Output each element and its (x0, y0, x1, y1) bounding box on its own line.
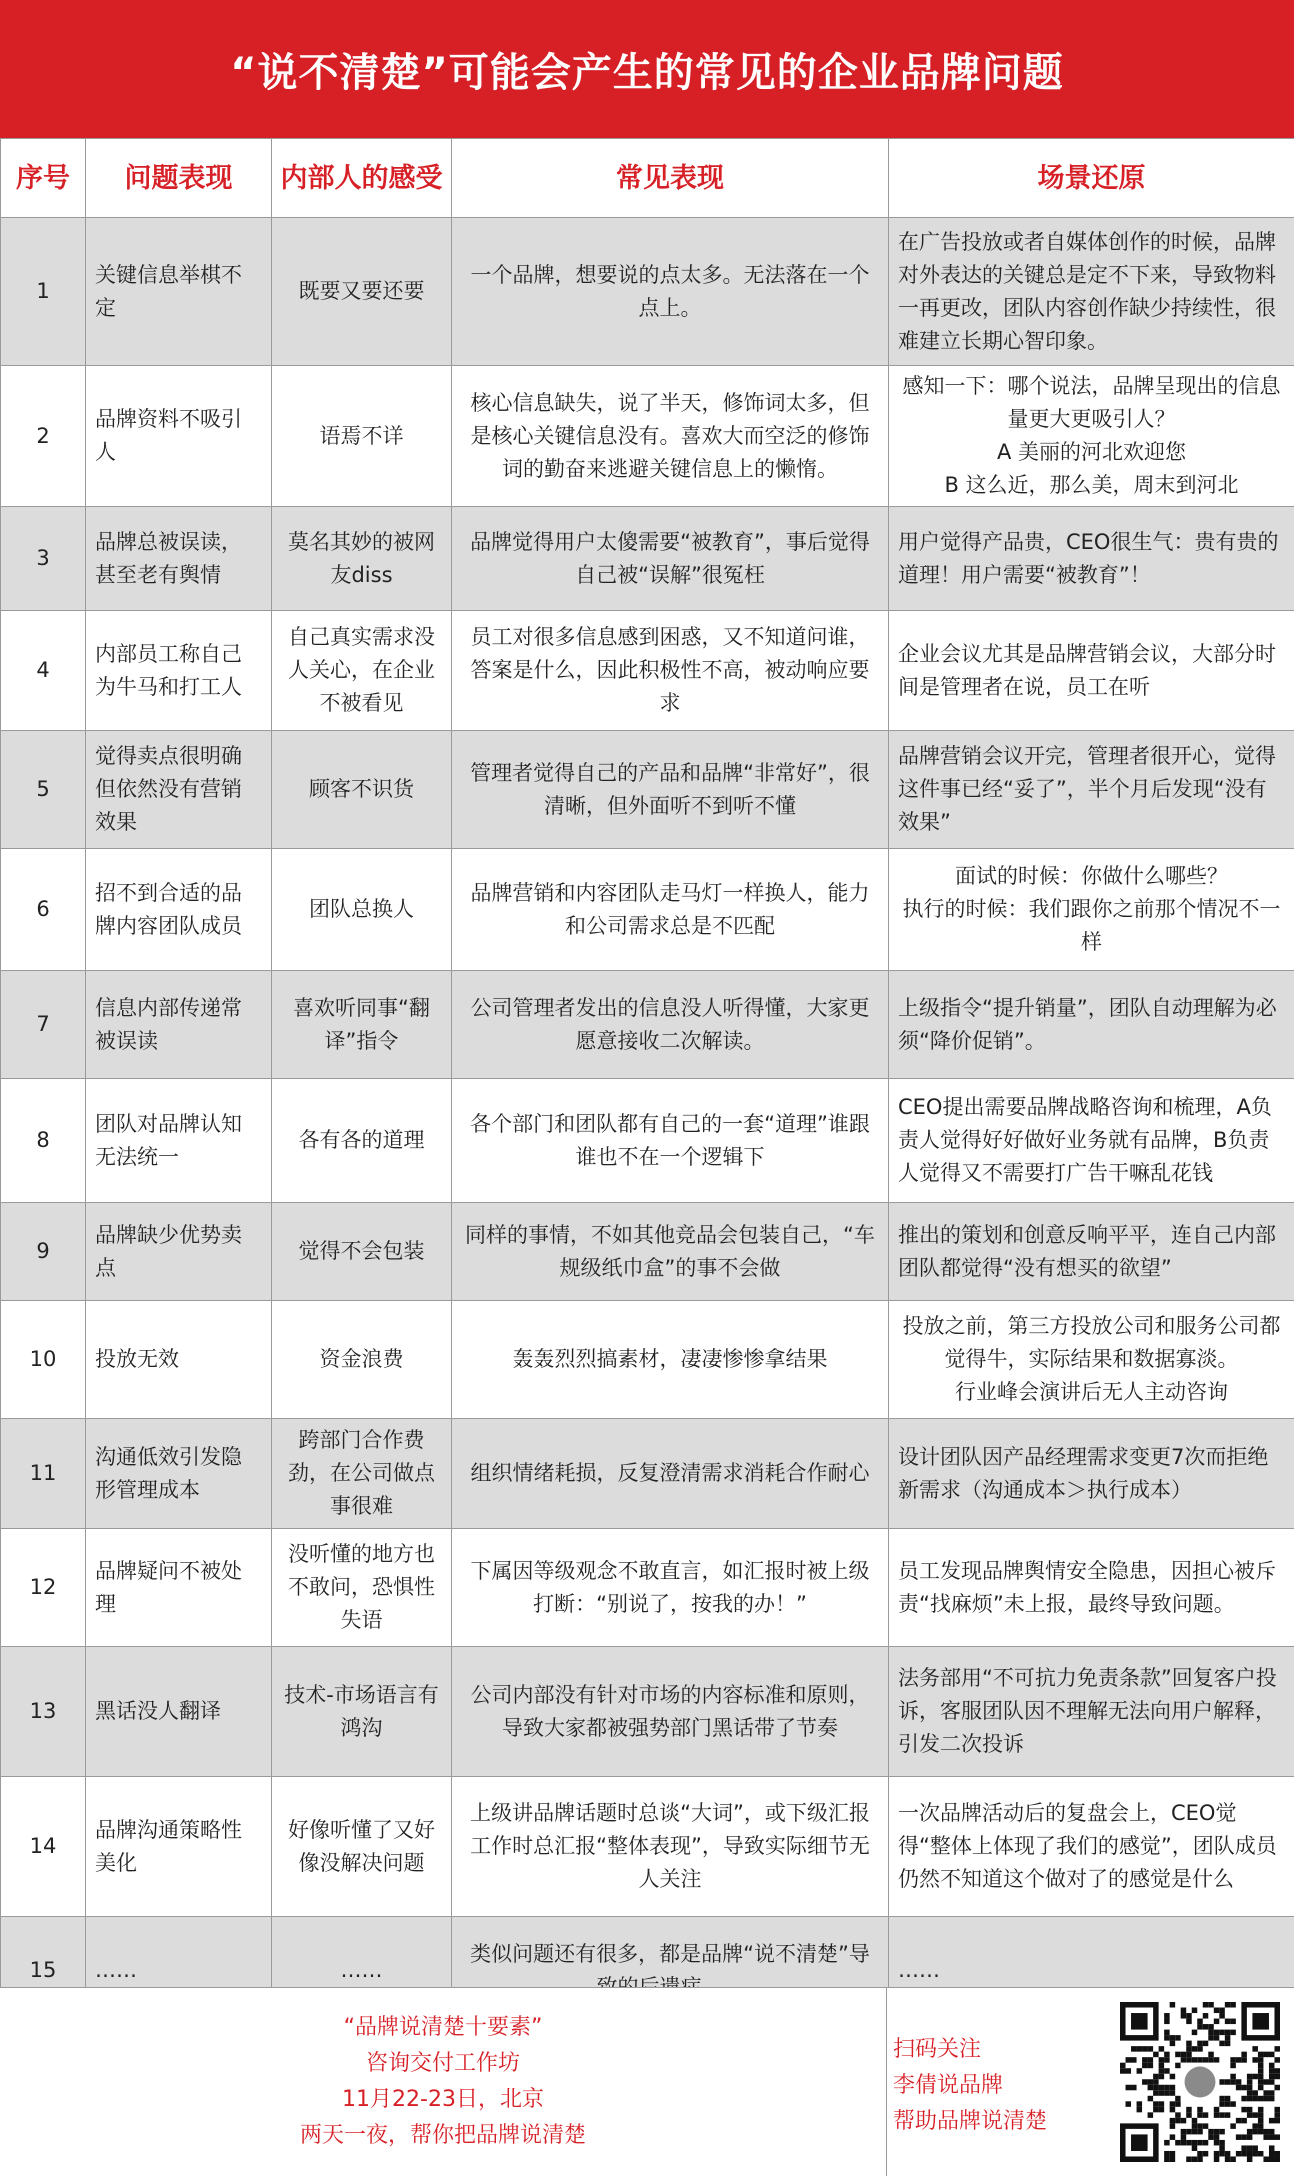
row-common: 员工对很多信息感到困惑，又不知道问谁，答案是什么，因此积极性不高，被动响应要求 (452, 611, 889, 731)
row-feeling: 喜欢听同事“翻译”指令 (272, 971, 452, 1079)
promo-line: “品牌说清楚十要素” (0, 2010, 886, 2046)
row-feeling: 莫名其妙的被网友diss (272, 507, 452, 611)
table-row (1, 1777, 1294, 1917)
follow-line: 李倩说品牌 (893, 2068, 1047, 2104)
row-number: 13 (1, 1647, 86, 1777)
row-scene: 推出的策划和创意反响平平，连自己内部团队都觉得“没有想买的欲望” (889, 1203, 1294, 1301)
row-number: 11 (1, 1419, 86, 1529)
row-scene: 用户觉得产品贵，CEO很生气：贵有贵的道理！用户需要“被教育”！ (889, 507, 1294, 611)
row-common: 上级讲品牌话题时总谈“大词”，或下级汇报工作时总汇报“整体表现”，导致实际细节无人关注 (452, 1777, 889, 1917)
row-feeling: 语焉不详 (272, 366, 452, 507)
row-number: 8 (1, 1079, 86, 1203)
page-title: “说不清楚”可能会产生的常见的企业品牌问题 (0, 0, 1294, 138)
row-problem: 觉得卖点很明确但依然没有营销效果 (86, 731, 272, 849)
table-header-row (1, 139, 1294, 218)
row-number: 14 (1, 1777, 86, 1917)
row-problem: 品牌沟通策略性美化 (86, 1777, 272, 1917)
row-feeling: 顾客不识货 (272, 731, 452, 849)
row-scene: 一次品牌活动后的复盘会上，CEO觉得“整体上体现了我们的感觉”，团队成员仍然不知道这个做对了的感觉是什么 (889, 1777, 1294, 1917)
table-row (1, 1529, 1294, 1647)
header-scene: 场景还原 (889, 139, 1294, 218)
row-problem: …… (86, 1917, 272, 2025)
promo-line: 11月22-23日，北京 (0, 2082, 886, 2118)
row-scene: CEO提出需要品牌战略咨询和梳理，A负责人觉得好好做好业务就有品牌，B负责人觉得又不需要打广告干嘛乱花钱 (889, 1079, 1294, 1203)
table-row (1, 1203, 1294, 1301)
row-number: 7 (1, 971, 86, 1079)
problem-table (0, 138, 1294, 2025)
row-common: 管理者觉得自己的产品和品牌“非常好”，很清晰，但外面听不到听不懂 (452, 731, 889, 849)
table-body (1, 218, 1294, 2025)
row-common: 核心信息缺失，说了半天，修饰词太多，但是核心关键信息没有。喜欢大而空泛的修饰词的勤奋来逃避关键信息上的懒惰。 (452, 366, 889, 507)
row-feeling: 好像听懂了又好像没解决问题 (272, 1777, 452, 1917)
row-common: 下属因等级观念不敢直言，如汇报时被上级打断：“别说了，按我的办！” (452, 1529, 889, 1647)
row-number: 9 (1, 1203, 86, 1301)
row-scene: 企业会议尤其是品牌营销会议，大部分时间是管理者在说，员工在听 (889, 611, 1294, 731)
table-row (1, 611, 1294, 731)
footer-divider (886, 1988, 887, 2176)
row-number: 10 (1, 1301, 86, 1419)
row-scene: 员工发现品牌舆情安全隐患，因担心被斥责“找麻烦”未上报，最终导致问题。 (889, 1529, 1294, 1647)
row-problem: 招不到合适的品牌内容团队成员 (86, 849, 272, 971)
row-common: 轰轰烈烈搞素材，凄凄惨惨拿结果 (452, 1301, 889, 1419)
table-row (1, 1301, 1294, 1419)
row-feeling: 各有各的道理 (272, 1079, 452, 1203)
table-row (1, 731, 1294, 849)
row-scene: 面试的时候：你做什么哪些？ 执行的时候：我们跟你之前那个情况不一样 (889, 849, 1294, 971)
workshop-promo (0, 2010, 886, 2154)
row-common: 公司管理者发出的信息没人听得懂，大家更愿意接收二次解读。 (452, 971, 889, 1079)
row-feeling: 资金浪费 (272, 1301, 452, 1419)
row-common: 品牌觉得用户太傻需要“被教育”，事后觉得自己被“误解”很冤枉 (452, 507, 889, 611)
row-problem: 投放无效 (86, 1301, 272, 1419)
follow-line: 帮助品牌说清楚 (893, 2104, 1047, 2140)
row-scene: 品牌营销会议开完，管理者很开心，觉得这件事已经“妥了”，半个月后发现“没有效果” (889, 731, 1294, 849)
row-problem: 品牌疑问不被处理 (86, 1529, 272, 1647)
table-row (1, 971, 1294, 1079)
row-common: 品牌营销和内容团队走马灯一样换人，能力和公司需求总是不匹配 (452, 849, 889, 971)
promo-line: 咨询交付工作坊 (0, 2046, 886, 2082)
row-problem: 关键信息举棋不定 (86, 218, 272, 366)
table-row (1, 218, 1294, 366)
row-feeling: 跨部门合作费劲，在公司做点事很难 (272, 1419, 452, 1529)
row-feeling: 没听懂的地方也不敢问，恐惧性失语 (272, 1529, 452, 1647)
row-scene: …… (889, 1917, 1294, 2025)
row-common: 同样的事情，不如其他竞品会包装自己，“车规级纸巾盒”的事不会做 (452, 1203, 889, 1301)
row-problem: 信息内部传递常被误读 (86, 971, 272, 1079)
table-row (1, 849, 1294, 971)
row-scene: 设计团队因产品经理需求变更7次而拒绝新需求（沟通成本＞执行成本） (889, 1419, 1294, 1529)
row-problem: 沟通低效引发隐形管理成本 (86, 1419, 272, 1529)
row-common: 各个部门和团队都有自己的一套“道理”谁跟谁也不在一个逻辑下 (452, 1079, 889, 1203)
row-scene: 法务部用“不可抗力免责条款”回复客户投诉，客服团队因不理解无法向用户解释，引发二次投诉 (889, 1647, 1294, 1777)
row-problem: 黑话没人翻译 (86, 1647, 272, 1777)
row-number: 1 (1, 218, 86, 366)
row-number: 12 (1, 1529, 86, 1647)
row-scene: 上级指令“提升销量”，团队自动理解为必须“降价促销”。 (889, 971, 1294, 1079)
row-problem: 品牌缺少优势卖点 (86, 1203, 272, 1301)
header-problem: 问题表现 (86, 139, 272, 218)
row-common: 类似问题还有很多，都是品牌“说不清楚”导 (452, 1917, 889, 2025)
promo-line: 两天一夜，帮你把品牌说清楚 (0, 2118, 886, 2154)
row-scene: 感知一下：哪个说法，品牌呈现出的信息量更大更吸引人？ A 美丽的河北欢迎您 B 这么近，那么美，周末到河北 (889, 366, 1294, 507)
table-row (1, 1079, 1294, 1203)
row-common: 一个品牌，想要说的点太多。无法落在一个点上。 (452, 218, 889, 366)
row-number: 2 (1, 366, 86, 507)
row-feeling: 自己真实需求没人关心，在企业不被看见 (272, 611, 452, 731)
row-number: 5 (1, 731, 86, 849)
row-feeling: 觉得不会包装 (272, 1203, 452, 1301)
table-row (1, 507, 1294, 611)
table-row (1, 1419, 1294, 1529)
row-scene: 在广告投放或者自媒体创作的时候，品牌对外表达的关键总是定不下来，导致物料一再更改，团队内容创作缺少持续性，很难建立长期心智印象。 (889, 218, 1294, 366)
row-number: 15 (1, 1917, 86, 2025)
row-feeling: 技术-市场语言有鸿沟 (272, 1647, 452, 1777)
row-feeling: …… (272, 1917, 452, 2025)
row-number: 6 (1, 849, 86, 971)
row-common: 公司内部没有针对市场的内容标准和原则，导致大家都被强势部门黑话带了节奏 (452, 1647, 889, 1777)
table-row (1, 1647, 1294, 1777)
footer (0, 1987, 1294, 2176)
table-row (1, 366, 1294, 507)
row-feeling: 既要又要还要 (272, 218, 452, 366)
row-problem: 团队对品牌认知无法统一 (86, 1079, 272, 1203)
row-feeling: 团队总换人 (272, 849, 452, 971)
header-num: 序号 (1, 139, 86, 218)
header-feeling: 内部人的感受 (272, 139, 452, 218)
row-problem: 内部员工称自己为牛马和打工人 (86, 611, 272, 731)
row-problem: 品牌总被误读，甚至老有舆情 (86, 507, 272, 611)
row-number: 4 (1, 611, 86, 731)
follow-info (893, 2032, 1047, 2140)
row-common: 组织情绪耗损，反复澄清需求消耗合作耐心 (452, 1419, 889, 1529)
row-scene: 投放之前，第三方投放公司和服务公司都觉得牛，实际结果和数据寡淡。 行业峰会演讲后无人主动咨询 (889, 1301, 1294, 1419)
row-number: 3 (1, 507, 86, 611)
row-problem: 品牌资料不吸引人 (86, 366, 272, 507)
header-common: 常见表现 (452, 139, 889, 218)
qr-code-icon[interactable] (1120, 2002, 1280, 2162)
follow-line: 扫码关注 (893, 2032, 1047, 2068)
